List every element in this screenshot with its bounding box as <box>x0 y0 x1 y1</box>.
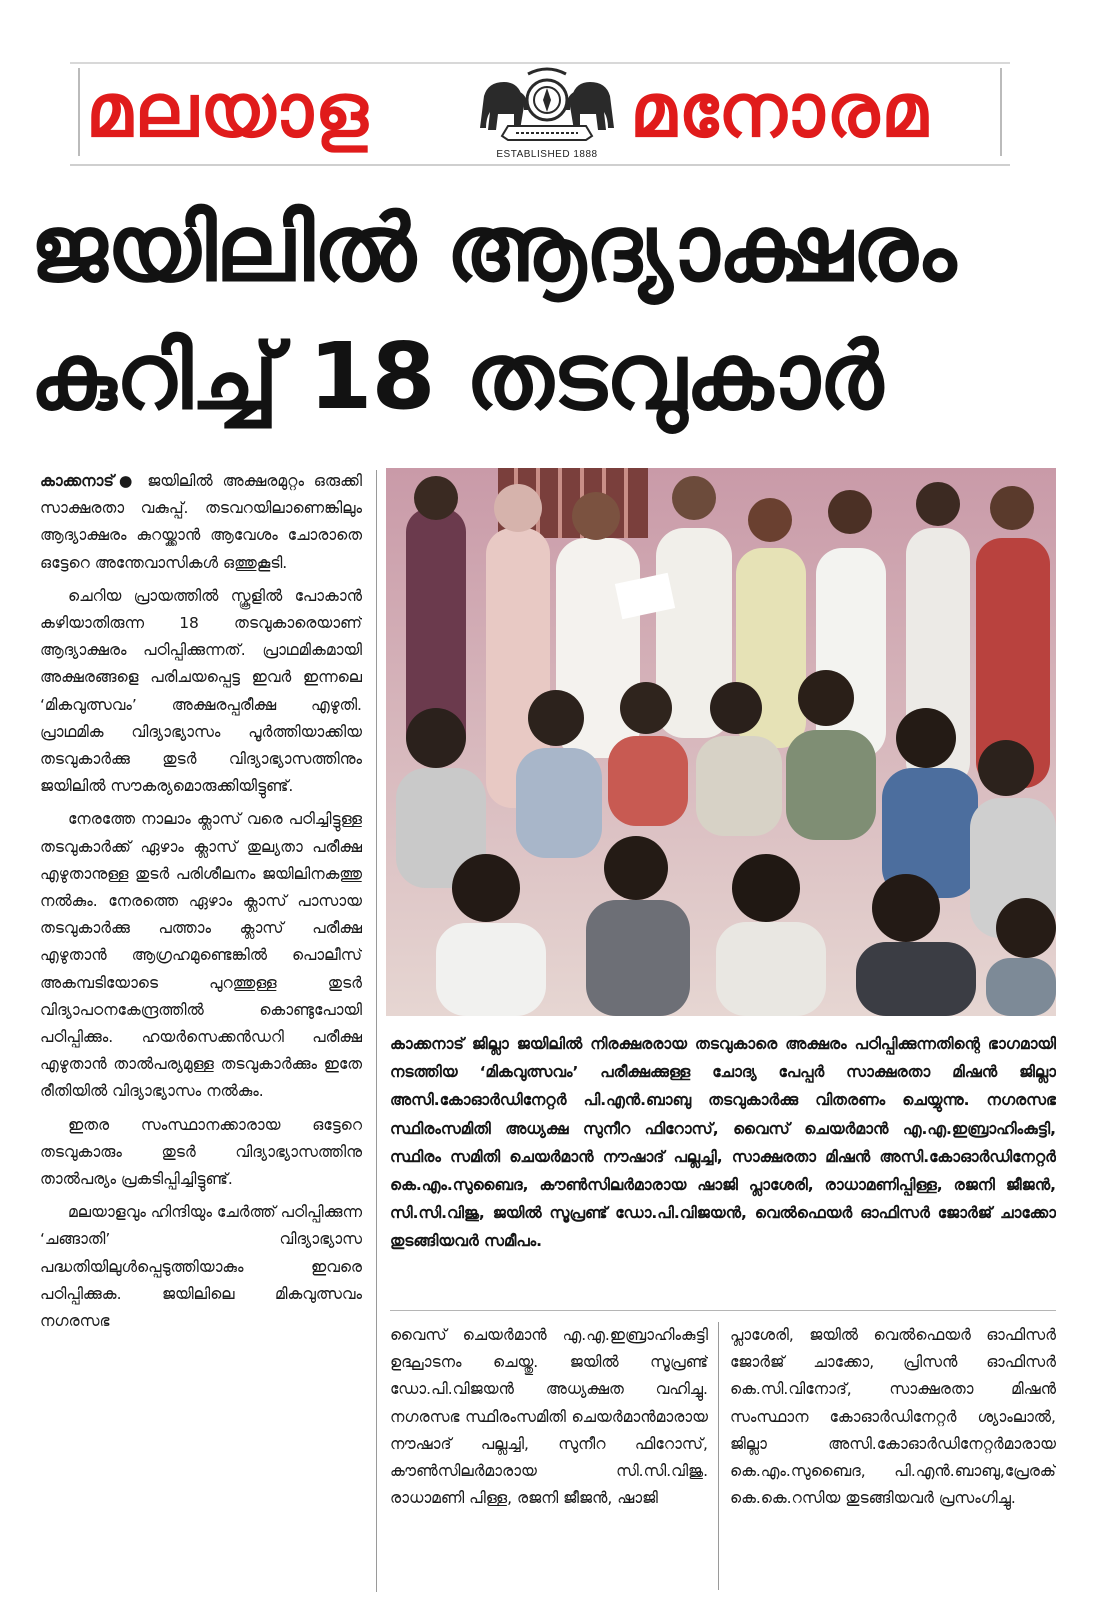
article-column-1 <box>40 468 362 1593</box>
news-photo <box>386 468 1056 1016</box>
article-paragraph-3: നേരത്തേ നാലാം ക്ലാസ് വരെ പഠിച്ചിട്ടുള്ള തടവുകാർക്ക് ഏഴാം ക്ലാസ് തുല്യതാ പരീക്ഷ എഴുതാനുള്ള തുടർ പരിശീലനം ജയിലിനകത്തു നൽകും. നേരത്തെ ഏഴാം ക്ലാസ് പാസായ തടവുകാർക്കു പത്താം ക്ലാസ് പരീക്ഷ എഴുതാൻ ആഗ്രഹമുണ്ടെങ്കിൽ പൊലീസ് അകമ്പടിയോടെ പുറത്തുള്ള തുടർ വിദ്യാപഠനകേന്ദ്രത്തിൽ കൊണ്ടുപോയി പഠിപ്പിക്കും. ഹയർസെക്കൻഡറി പരീക്ഷ എഴുതാൻ താൽപര്യമുള്ള തടവുകാർക്കും ഇതേ രീതിയിൽ വിദ്യാഭ്യാസം നൽകും. <box>40 810 362 1101</box>
masthead-top-rule <box>70 62 1010 64</box>
article-paragraph-5: മലയാളവും ഹിന്ദിയും ചേർത്ത് പഠിപ്പിക്കുന്ന ‘ചങ്ങാതി’ വിദ്യാഭ്യാസ പദ്ധതിയിലുൾപ്പെടുത്തിയാകും ഇവരെ പഠിപ്പിക്കുക. ജയിലിലെ മികവുത്സവം നഗരസഭ <box>40 1203 362 1331</box>
article-column-2 <box>390 1322 708 1592</box>
column-divider-2 <box>718 1322 719 1590</box>
article-continuation-3: പ്ലാശേരി, ജയിൽ വെൽഫെയർ ഓഫിസർ ജോർജ് ചാക്കോ, പ്രിസൻ ഓഫിസർ കെ.സി.വിനോദ്, സാക്ഷരതാ മിഷൻ സംസ്ഥാന കോഓർഡിനേറ്റർ ശ്യാംലാൽ, ജില്ലാ അസി.കോഓർഡിനേറ്റർമാരായ കെ.എം.സുബൈദ, പി.എൻ.ബാബു,പ്രേരക് കെ.കെ.റസിയ തുടങ്ങിയവർ പ്രസംഗിച്ചു. <box>730 1326 1056 1508</box>
article-continuation-2: വൈസ് ചെയർമാൻ എ.എ.ഇബ്രാഹിംകുട്ടി ഉദ്ഘാടനം ചെയ്തു. ജയിൽ സൂപ്രണ്ട് ഡോ.പി.വിജയൻ അധ്യക്ഷത വഹിച്ചു. നഗരസഭ സ്ഥിരംസമിതി ചെയർമാൻമാരായ നൗഷാദ് പല്ലച്ചി, സുനീറ ഫിറോസ്, കൗൺസിലർമാരായ സി.സി.വിജു. രാധാമണി പിള്ള, രജനി ജീജൻ, ഷാജി <box>390 1326 708 1508</box>
masthead-right-rule <box>1000 68 1002 156</box>
headline-line-2: കുറിച്ച് 18 തടവുകാർ <box>30 323 883 430</box>
masthead-name-left: മലയാള <box>86 68 370 154</box>
headline <box>30 185 1090 441</box>
classroom-photo-image <box>386 468 1056 1016</box>
elephant-emblem-icon <box>474 66 620 148</box>
article-paragraph-1 <box>40 468 362 577</box>
masthead-name-right: മനോരമ <box>630 68 930 154</box>
article-column-3 <box>730 1322 1056 1592</box>
masthead-emblem <box>474 66 620 162</box>
dateline: കാക്കനാട്● <box>40 472 138 490</box>
caption-divider <box>390 1310 1056 1311</box>
established-label: ESTABLISHED 1888 <box>496 149 598 160</box>
article-paragraph-4: ഇതര സംസ്ഥാനക്കാരായ ഒട്ടേറെ തടവുകാരും തുടർ വിദ്യാഭ്യാസത്തിനു താൽപര്യം പ്രകടിപ്പിച്ചിട്ടുണ്ട്. <box>40 1115 362 1189</box>
masthead-bottom-rule <box>70 164 1010 166</box>
photo-caption: കാക്കനാട് ജില്ലാ ജയിലിൽ നിരക്ഷരരായ തടവുകാരെ അക്ഷരം പഠിപ്പിക്കുന്നതിന്റെ ഭാഗമായി നടത്തിയ ‘മികവുത്സവം’ പരീക്ഷക്കുള്ള ചോദ്യ പേപ്പർ സാക്ഷരതാ മിഷൻ ജില്ലാ അസി.കോഓർഡിനേറ്റർ പി.എൻ.ബാബു തടവുകാർക്കു വിതരണം ചെയ്യുന്നു. നഗരസഭ സ്ഥിരംസമിതി അധ്യക്ഷ സുനീറ ഫിറോസ്, വൈസ് ചെയർമാൻ എ.എ.ഇബ്രാഹിംകുട്ടി, സ്ഥിരം സമിതി ചെയർമാൻ നൗഷാദ് പല്ലച്ചി, സാക്ഷരതാ മിഷൻ അസി.കോഓർഡിനേറ്റർ കെ.എം.സുബൈദ, കൗൺസിലർമാരായ ഷാജി പ്ലാശേരി, രാധാമണിപ്പിള്ള, രജനി ജീജൻ, സി.സി.വിജു, ജയിൽ സൂപ്രണ്ട് ഡോ.പി.വിജയൻ, വെൽഫെയർ ഓഫിസർ ജോർജ് ചാക്കോ തുടങ്ങിയവർ സമീപം. <box>390 1035 1056 1251</box>
article-paragraph-2: ചെറിയ പ്രായത്തിൽ സ്കൂളിൽ പോകാൻ കഴിയാതിരുന്ന 18 തടവുകാരെയാണ് ആദ്യാക്ഷരം പഠിപ്പിക്കുന്നത്. പ്രാഥമികമായി അക്ഷരങ്ങളെ പരിചയപ്പെട്ട ഇവർ ഇന്നലെ ‘മികവുത്സവം’ അക്ഷരപ്പരീക്ഷ എഴുതി. പ്രാഥമിക വിദ്യാഭ്യാസം പൂർത്തിയാക്കിയ തടവുകാർക്കു തുടർ വിദ്യാഭ്യാസത്തിനും ജയിലിൽ സൗകര്യമൊരുക്കിയിട്ടുണ്ട്. <box>40 586 362 796</box>
masthead <box>70 62 1010 166</box>
headline-line-1: ജയിലിൽ ആദ്യാക്ഷരം <box>30 195 955 302</box>
column-divider <box>376 470 377 1592</box>
masthead-left-rule <box>78 68 80 156</box>
article-paragraph-1-text: ജയിലിൽ അക്ഷരമുറ്റം ഒരുക്കി സാക്ഷരതാ വകുപ്പ്. തടവറയിലാണെങ്കിലും ആദ്യാക്ഷരം കുറയ്ക്കാൻ ആവേശം ചോരാതെ ഒട്ടേറെ അന്തേവാസികൾ ഒത്തുകൂടി. <box>40 472 362 572</box>
